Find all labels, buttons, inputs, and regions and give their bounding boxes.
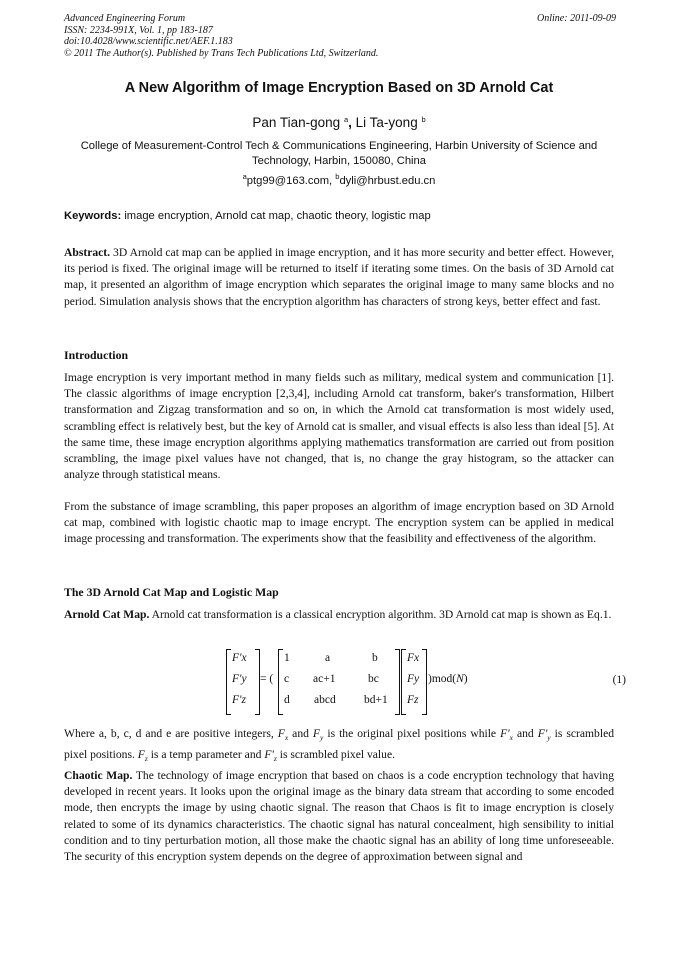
- mod-operator: )mod(: [428, 673, 457, 685]
- chaotic-label: Chaotic Map.: [64, 769, 133, 782]
- equation-number: (1): [612, 674, 626, 686]
- lhs-vector: [226, 649, 260, 715]
- author-name: Li Ta-yong: [355, 115, 418, 130]
- paper-title: A New Algorithm of Image Encryption Based on 3D Arnold Cat: [124, 80, 554, 96]
- chaotic-paragraph: [64, 768, 614, 865]
- symbol-fx: $F_x$: [277, 727, 289, 742]
- lhs-entry: F'z: [232, 694, 246, 706]
- section-heading: The 3D Arnold Cat Map and Logistic Map: [64, 585, 279, 599]
- symbol-fpx: $F'_x$: [500, 727, 513, 742]
- abstract-label: Abstract.: [64, 246, 111, 259]
- matrix-entry: bc: [368, 673, 379, 685]
- chaotic-text: The technology of image encryption that based on chaos is a code encryption technology that having developed in recent years. It looks upon the original image as the binary data stream that according to some encoded mode, then encrypts the image by using chaotic signal. The reason that Chaos is fit to image encryption is closely related to some of its dynamics characteristics. The chaotic signal has natural concealment, high sensibility to initial condition and to tiny perturbation motion, all those make the chaotic signal has an ability of long time unforeseeable. The security of this encryption system depends on the degree of approximation between signal and: [64, 769, 614, 864]
- equation-1: [226, 649, 626, 715]
- email-superscript: a: [242, 172, 247, 181]
- author-name: Pan Tian-gong: [252, 115, 341, 130]
- where-text: and: [292, 727, 309, 740]
- affiliation: College of Measurement-Control Tech & Communications Engineering, Harbin University of Science and Technology, Harbin, 150080, China: [80, 140, 598, 167]
- author-superscript: a: [343, 115, 349, 124]
- where-text: and: [516, 727, 534, 740]
- copyright-line: © 2011 The Author(s). Published by Trans Tech Publications Ltd, Switzerland.: [64, 47, 379, 59]
- where-text: is a temp parameter and: [150, 748, 262, 761]
- coefficient-matrix: [278, 649, 400, 715]
- email-superscript: b: [335, 172, 340, 181]
- online-date: Online: 2011-09-09: [537, 13, 616, 24]
- matrix-entry: bd+1: [364, 694, 388, 706]
- rhs-entry: Fx: [407, 652, 420, 664]
- symbol-fpz: $F'_z$: [264, 748, 277, 763]
- where-text: is scrambled pixel value.: [279, 748, 395, 761]
- keywords: [64, 210, 616, 222]
- matrix-entry: b: [372, 652, 378, 664]
- rhs-vector: [401, 649, 427, 715]
- keywords-text: image encryption, Arnold cat map, chaotic theory, logistic map: [124, 210, 431, 222]
- email-b: dyli@hrbust.edu.cn: [339, 175, 436, 187]
- mod-close: ): [463, 673, 468, 685]
- where-text: is scrambled pixel positions.: [64, 727, 615, 761]
- arnold-label: Arnold Cat Map.: [64, 608, 150, 621]
- author-superscript: b: [421, 115, 426, 124]
- doi-line: doi:10.4028/www.scientific.net/AEF.1.183: [64, 36, 233, 48]
- symbol-fpy: $F'_y$: [537, 727, 551, 742]
- section-heading: Introduction: [64, 348, 129, 362]
- lhs-entry: F'y: [232, 673, 247, 685]
- matrix-entry: c: [284, 673, 290, 685]
- journal-name: Advanced Engineering Forum: [64, 13, 186, 24]
- where-text: is the original pixel positions while: [327, 727, 497, 740]
- mod-text: [428, 673, 468, 685]
- abstract: [64, 245, 614, 310]
- issn-line: ISSN: 2234-991X, Vol. 1, pp 183-187: [64, 24, 213, 36]
- where-text: Where a, b, c, d and e are positive integers,: [64, 727, 274, 740]
- rhs-entry: Fz: [407, 694, 419, 706]
- matrix-entry: 1: [284, 652, 290, 664]
- matrix-entry: ac+1: [313, 673, 336, 685]
- arnold-paragraph: [64, 607, 614, 623]
- matrix-entry: abcd: [314, 694, 336, 706]
- journal-header: [64, 13, 616, 59]
- matrix-entry: d: [284, 694, 290, 706]
- author-line: Pan Tian-gong $^a$, Li Ta-yong $^b$: [252, 115, 426, 130]
- modulus: N: [456, 673, 464, 685]
- arnold-text: Arnold cat transformation is a classical encryption algorithm. 3D Arnold cat map is shown as Eq.1.: [151, 608, 612, 621]
- equals-sign: = (: [260, 673, 274, 685]
- keywords-label: Keywords:: [64, 210, 122, 222]
- intro-paragraph-1: Image encryption is very important method in many fields such as military, medical system and communication [1]. The classic algorithms of image encryption [2,3,4], including Arnold cat transform, baker's transformation, Hilbert transformation and Zigzag transformation and so on, in which the Arnold cat transformation is most widely used, scrambling effect is relatively best, but the key of Arnold cat is smaller, and visual effects is also less than ideal [5]. At the same time, these image encryption algorithms applying mathematics transformation are carried out from position scrambling, the image pixel values have not changed, that is, no change the gray histogram, so the attacker can analyze through statistical means.: [64, 371, 614, 482]
- email-line: [40, 172, 638, 187]
- matrix-entry: a: [325, 652, 331, 664]
- abstract-text: 3D Arnold cat map can be applied in image encryption, and it has more security and better effect. However, its period is fixed. The original image will be returned to itself if iterating some times. On the basis of 3D Arnold cat map, it presented an algorithm of image encryption which separates the original image to many same blocks and no period. Simulation analysis shows that the encryption algorithm has characters of strong keys, better effect and fast.: [64, 246, 614, 308]
- symbol-fy: $F_y$: [312, 727, 324, 742]
- intro-paragraph-2: From the substance of image scrambling, this paper proposes an algorithm of image encryption based on 3D Arnold cat map, combined with logistic chaotic map to image encrypt. The encryption system can be applied in medical image processing and transformation. The experiments show that the feasibility and effectiveness of the algorithm.: [64, 500, 614, 546]
- lhs-entry: F'x: [232, 652, 247, 664]
- email-a: ptg99@163.com,: [246, 175, 333, 187]
- where-paragraph: [64, 724, 614, 766]
- symbol-fz: $F_z$: [137, 748, 148, 763]
- rhs-entry: Fy: [407, 673, 420, 685]
